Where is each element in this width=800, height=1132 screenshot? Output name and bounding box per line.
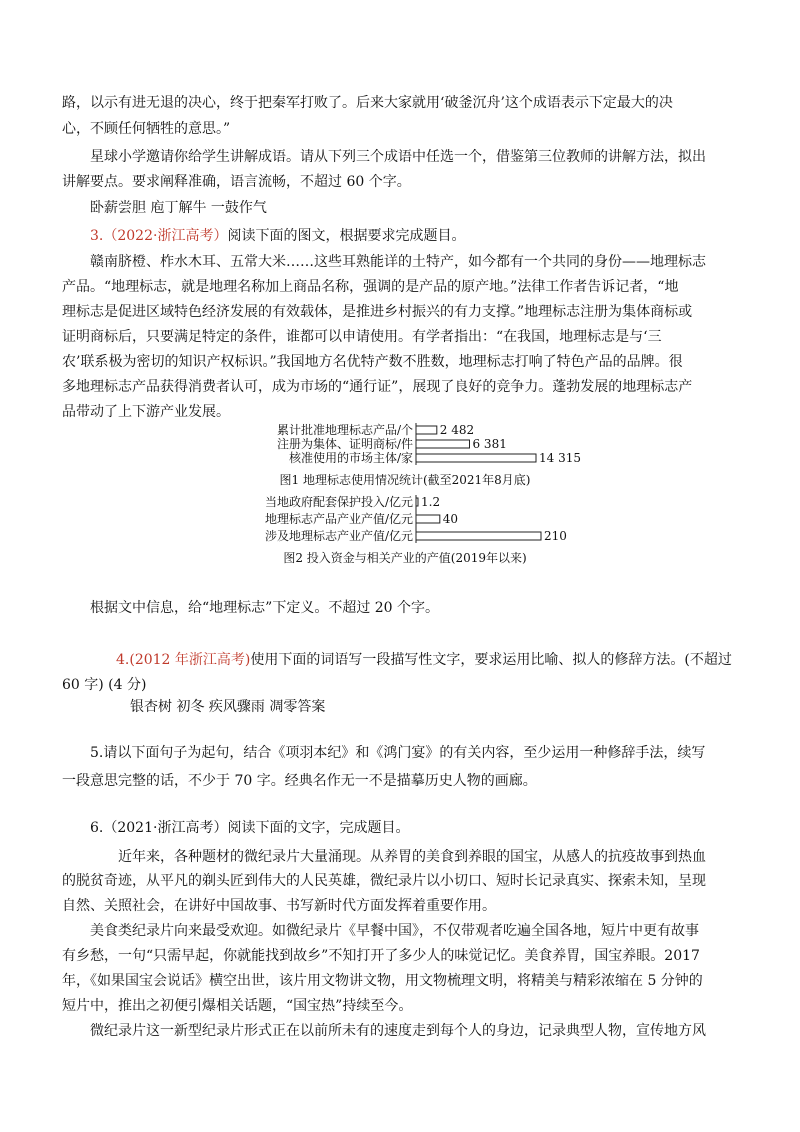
question-number: 4. <box>116 652 130 668</box>
question-4-line <box>116 650 732 670</box>
value-label: 14 315 <box>539 451 581 465</box>
category-label: 核准使用的市场主体/家 <box>288 451 413 465</box>
passage-line: 近年来，各种题材的微纪录片大量涌现。从养胃的美食到养眼的国宝，从感人的抗疫故事到热血 <box>118 849 706 865</box>
bar <box>416 515 440 523</box>
question-number: 3. <box>90 228 104 244</box>
passage-line: 品带动了上下游产业发展。 <box>62 404 230 420</box>
value-label: 6 381 <box>472 437 507 451</box>
category-label: 涉及地理标志产业产值/亿元 <box>264 529 413 543</box>
question-source: （2021·浙江高考） <box>103 820 228 836</box>
value-label: 2 482 <box>439 423 475 437</box>
passage-line: 年，《如果国宝会说话》横空出世，该片用文物讲文物，用文物梳理文明，将精美与精彩浓缩在 5 分钟的 <box>62 973 703 989</box>
body-text-line: 路，以示有进无退的决心，终于把秦军打败了。后来大家就用‘破釜沉舟’这个成语表示下定最大的决 <box>62 95 673 111</box>
passage-line: 多地理标志产品获得消费者认可，成为市场的“通行证”，展现了良好的竞争力。蓬勃发展的地理标志产 <box>62 379 693 395</box>
question-3-prompt: 根据文中信息，给“地理标志”下定义。不超过 20 个字。 <box>90 600 440 616</box>
body-text-line: 心，不顾任何牺牲的意思。” <box>62 121 231 137</box>
figure-1-bar-chart <box>240 420 581 492</box>
passage-line: 自然、关照社会，在讲好中国故事、书写新时代方面发挥着重要作用。 <box>62 898 496 914</box>
bar <box>416 532 541 540</box>
passage-line: 理标志是促进区域特色经济发展的有效载体，是推进乡村振兴的有力支撑。”地理标志注册为集体商标或 <box>62 304 693 320</box>
value-label: 40 <box>442 512 459 526</box>
category-label: 注册为集体、证明商标/件 <box>276 437 413 451</box>
question-6-heading <box>90 818 409 838</box>
question-source: （2022·浙江高考） <box>103 228 228 244</box>
task-text-line: 讲解要点。要求阐释准确，语言流畅，不超过 60 个字。 <box>62 174 411 190</box>
passage-line: 证明商标后，只要满足特定的条件，谁都可以申请使用。有学者指出：“在我国，地理标志是与‘三 <box>62 329 662 345</box>
figure-2-bar-chart <box>240 492 570 570</box>
task-text-line: 星球小学邀请你给学生讲解成语。请从下列三个成语中任选一个，借鉴第三位教师的讲解方法，拟出 <box>90 149 706 165</box>
passage-line: 的脱贫奇迹，从平凡的剃头匠到伟大的人民英雄，微纪录片以小切口、短时长记录真实、探索未知，呈现 <box>62 873 706 889</box>
question-3-heading <box>90 226 465 246</box>
word-list: 银杏树 初冬 疾风骤雨 凋零答案 <box>130 699 326 715</box>
bar <box>416 498 418 506</box>
category-label: 当地政府配套保护投入/亿元 <box>264 495 413 509</box>
passage-line: 农’联系极为密切的知识产权标识。”我国地方名优特产数不胜数，地理标志打响了特色产品的品牌。很 <box>62 354 683 370</box>
category-label: 地理标志产品产业产值/亿元 <box>264 512 413 526</box>
idiom-list: 卧薪尝胆 庖丁解牛 一鼓作气 <box>90 200 267 216</box>
passage-line: 赣南脐橙、柞水木耳、五常大米……这些耳熟能详的土特产，如今都有一个共同的身份——地理标志 <box>90 254 706 270</box>
value-label: 1.2 <box>421 495 441 509</box>
question-5-line: 5.请以下面句子为起句，结合《项羽本纪》和《鸿门宴》的有关内容，至少运用一种修辞手法，续写 <box>90 745 706 761</box>
question-number: 6. <box>90 820 104 836</box>
question-4-line: 60 字) (4 分) <box>62 677 147 693</box>
figure-caption: 图1 地理标志使用情况统计(截至2021年8月底) <box>279 473 531 487</box>
question-5-line: 一段意思完整的话，不少于 70 字。经典名作无一不是描摹历史人物的画廊。 <box>62 773 537 789</box>
figure-caption: 图2 投入资金与相关产业的产值(2019年以来) <box>283 551 527 565</box>
question-instruction: 阅读下面的图文，根据要求完成题目。 <box>227 228 466 244</box>
bar <box>416 440 469 448</box>
passage-line: 产品。“地理标志，就是地理名称加上商品名称，强调的是产品的原产地。”法律工作者告诉记者，“地 <box>62 279 679 295</box>
value-label: 210 <box>544 529 567 543</box>
question-source: (2012 年浙江高考) <box>129 652 251 668</box>
bar <box>416 454 536 462</box>
question-instruction: 使用下面的词语写一段描写性文字，要求运用比喻、拟人的修辞方法。(不超过 <box>250 652 732 668</box>
question-instruction: 阅读下面的文字，完成题目。 <box>227 820 410 836</box>
passage-line: 微纪录片这一新型纪录片形式正在以前所未有的速度走到每个人的身边，记录典型人物，宣传地方风 <box>90 1023 706 1039</box>
passage-line: 有乡愁，一句“只需早起，你就能找到故乡”不知打开了多少人的味觉记忆。美食养胃，国宝养眼。2017 <box>62 948 700 964</box>
bar <box>416 426 437 434</box>
category-label: 累计批准地理标志产品/个 <box>276 423 413 437</box>
passage-line: 美食类纪录片向来最受欢迎。如微纪录片《早餐中国》，不仅带观者吃遍全国各地，短片中更有故事 <box>90 923 699 939</box>
passage-line: 短片中，推出之初便引爆相关话题，“国宝热”持续至今。 <box>62 998 413 1014</box>
